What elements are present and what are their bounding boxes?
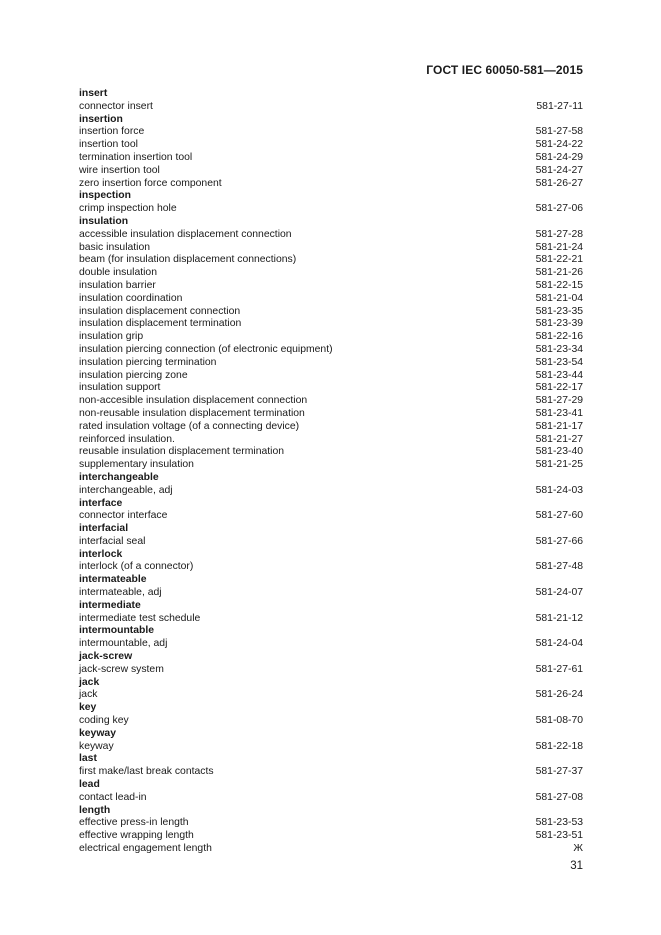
index-entry (79, 280, 583, 293)
group-keyword: last (79, 753, 97, 765)
entry-code: 581-26-24 (535, 689, 583, 701)
group-keyword: inspection (79, 190, 131, 202)
index-entry (79, 434, 583, 447)
entry-code: 581-21-04 (535, 292, 583, 304)
entry-term: connector interface (79, 510, 168, 522)
entry-code: 581-21-27 (535, 433, 583, 445)
entry-term: crimp inspection hole (79, 203, 177, 215)
entry-code: 581-24-07 (535, 587, 583, 599)
entry-term: insulation displacement termination (79, 318, 242, 330)
entry-code: 581-23-51 (535, 830, 583, 842)
index-group-heading (79, 677, 583, 690)
entry-term: connector insert (79, 100, 153, 112)
entry-term: effective press-in length (79, 817, 189, 829)
entry-code: 581-27-58 (535, 126, 583, 138)
entry-term: supplementary insulation (79, 459, 194, 471)
entry-code: 581-22-15 (535, 279, 583, 291)
entry-term: insertion force (79, 126, 145, 138)
entry-term: insulation coordination (79, 292, 183, 304)
entry-term: insulation grip (79, 331, 144, 343)
index-entry (79, 242, 583, 255)
entry-code: 581-27-11 (536, 100, 583, 112)
index-group-heading (79, 114, 583, 127)
entry-term: basic insulation (79, 241, 151, 253)
index-entry (79, 126, 583, 139)
index-group-heading (79, 216, 583, 229)
index-entry (79, 370, 583, 383)
index-entry (79, 561, 583, 574)
entry-term: zero insertion force component (79, 177, 222, 189)
entry-code: 581-21-26 (535, 267, 583, 279)
group-keyword: key (79, 702, 97, 714)
group-keyword: interlock (79, 548, 123, 560)
entry-term: beam (for insulation displacement connections) (79, 254, 297, 266)
index-group-heading (79, 702, 583, 715)
entry-term: intermateable, adj (79, 587, 162, 599)
entry-code: 581-22-18 (535, 740, 583, 752)
entry-term: jack (79, 689, 98, 701)
index-entry (79, 254, 583, 267)
entry-term: non-accesible insulation displacement connection (79, 395, 308, 407)
index-entry (79, 485, 583, 498)
index-entry (79, 101, 583, 114)
entry-term: reinforced insulation. (79, 433, 175, 445)
entry-term: insulation barrier (79, 279, 156, 291)
index-entry (79, 843, 583, 856)
entry-term: effective wrapping length (79, 830, 194, 842)
entry-term: electrical engagement length (79, 843, 212, 855)
index-group-heading (79, 753, 583, 766)
index-entry (79, 459, 583, 472)
index-entry (79, 830, 583, 843)
entry-code: 581-23-35 (535, 305, 583, 317)
group-keyword: interfacial (79, 523, 129, 535)
index-entry (79, 766, 583, 779)
entry-code: 581-23-39 (535, 318, 583, 330)
index-group-heading (79, 190, 583, 203)
entry-code: 581-21-24 (535, 241, 583, 253)
entry-term: rated insulation voltage (of a connecting device) (79, 420, 300, 432)
entry-term: keyway (79, 740, 114, 752)
index-entry (79, 408, 583, 421)
entry-code: 581-22-21 (535, 254, 583, 266)
index-group-heading (79, 523, 583, 536)
index-entry (79, 792, 583, 805)
entry-code: 581-27-08 (535, 791, 583, 803)
index-entry (79, 331, 583, 344)
index-entry (79, 139, 583, 152)
entry-term: double insulation (79, 267, 157, 279)
index-group-heading (79, 728, 583, 741)
entry-code: 581-24-04 (535, 638, 583, 650)
group-keyword: intermediate (79, 599, 141, 611)
entry-code: 581-23-34 (535, 343, 583, 355)
index-group-heading (79, 472, 583, 485)
group-keyword: jack (79, 676, 100, 688)
index-entry (79, 715, 583, 728)
entry-code: 581-27-06 (535, 203, 583, 215)
entry-code: 581-24-29 (535, 151, 583, 163)
entry-term: non-reusable insulation displacement termination (79, 407, 305, 419)
entry-code: 581-27-37 (535, 766, 583, 778)
entry-code: 581-26-27 (535, 177, 583, 189)
group-keyword: intermateable (79, 574, 147, 586)
entry-code: 581-23-41 (535, 407, 583, 419)
entry-term: jack-screw system (79, 663, 164, 675)
entry-code: 581-21-17 (535, 420, 583, 432)
index-entry (79, 817, 583, 830)
entry-term: insulation piercing connection (of electronic equipment) (79, 343, 333, 355)
group-keyword: length (79, 804, 111, 816)
entry-term: insulation displacement connection (79, 305, 241, 317)
entry-code: 581-27-29 (535, 395, 583, 407)
group-keyword: interface (79, 497, 123, 509)
index-entry (79, 395, 583, 408)
index-group-heading (79, 805, 583, 818)
entry-code: 581-27-60 (535, 510, 583, 522)
group-keyword: insulation (79, 215, 129, 227)
entry-code: 581-21-12 (535, 612, 583, 624)
index-group-heading (79, 498, 583, 511)
index-entry (79, 357, 583, 370)
index-entry (79, 178, 583, 191)
index-group-heading (79, 549, 583, 562)
entry-term: interfacial seal (79, 535, 146, 547)
entry-code: 581-27-48 (535, 561, 583, 573)
index-entry (79, 318, 583, 331)
entry-term: first make/last break contacts (79, 766, 214, 778)
index-entry (79, 613, 583, 626)
index-entry (79, 293, 583, 306)
entry-term: interlock (of a connector) (79, 561, 194, 573)
entry-term: coding key (79, 715, 129, 727)
entry-code: 581-22-16 (535, 331, 583, 343)
index-group-heading (79, 651, 583, 664)
term-index (79, 88, 583, 856)
entry-term: accessible insulation displacement connection (79, 228, 292, 240)
entry-term: reusable insulation displacement termination (79, 446, 285, 458)
group-keyword: keyway (79, 727, 116, 739)
index-entry (79, 421, 583, 434)
entry-code: 581-27-61 (535, 663, 583, 675)
entry-term: intermountable, adj (79, 638, 168, 650)
group-keyword: insertion (79, 113, 123, 125)
index-group-heading (79, 600, 583, 613)
index-entry (79, 165, 583, 178)
index-entry (79, 664, 583, 677)
entry-code: 581-27-66 (535, 535, 583, 547)
entry-term: insertion tool (79, 139, 138, 151)
document-header: ГОСТ IEC 60050-581—2015 (426, 63, 583, 77)
entry-term: wire insertion tool (79, 164, 160, 176)
index-entry (79, 510, 583, 523)
entry-code: 581-21-25 (535, 459, 583, 471)
index-entry (79, 446, 583, 459)
entry-code: 581-24-03 (535, 484, 583, 496)
entry-code: 581-22-17 (535, 382, 583, 394)
entry-term: interchangeable, adj (79, 484, 173, 496)
entry-code: 581-23-40 (535, 446, 583, 458)
group-keyword: interchangeable (79, 471, 159, 483)
entry-code: 581-23-44 (535, 369, 583, 381)
index-entry (79, 203, 583, 216)
index-entry (79, 587, 583, 600)
group-keyword: lead (79, 779, 100, 791)
entry-code: 581-24-22 (535, 139, 583, 151)
index-group-heading (79, 625, 583, 638)
index-entry (79, 306, 583, 319)
group-keyword: jack-screw (79, 651, 133, 663)
group-keyword: intermountable (79, 625, 155, 637)
entry-code: 581-27-28 (535, 228, 583, 240)
entry-code: 581-08-70 (535, 715, 583, 727)
group-keyword: insert (79, 88, 108, 99)
entry-code: 581-23-54 (535, 356, 583, 368)
index-entry (79, 344, 583, 357)
entry-code: 581-24-27 (535, 164, 583, 176)
index-entry (79, 152, 583, 165)
entry-term: insulation support (79, 382, 161, 394)
page-number: 31 (570, 860, 583, 872)
entry-term: insulation piercing zone (79, 369, 188, 381)
index-group-heading (79, 779, 583, 792)
entry-term: contact lead-in (79, 791, 147, 803)
index-group-heading (79, 574, 583, 587)
entry-term: intermediate test schedule (79, 612, 201, 624)
entry-code: Ж (573, 843, 583, 855)
entry-term: termination insertion tool (79, 151, 193, 163)
index-entry (79, 638, 583, 651)
entry-term: insulation piercing termination (79, 356, 217, 368)
entry-code: 581-23-53 (535, 817, 583, 829)
index-entry (79, 689, 583, 702)
index-entry (79, 382, 583, 395)
index-group-heading (79, 88, 583, 101)
index-entry (79, 536, 583, 549)
index-entry (79, 267, 583, 280)
index-entry (79, 229, 583, 242)
index-entry (79, 741, 583, 754)
